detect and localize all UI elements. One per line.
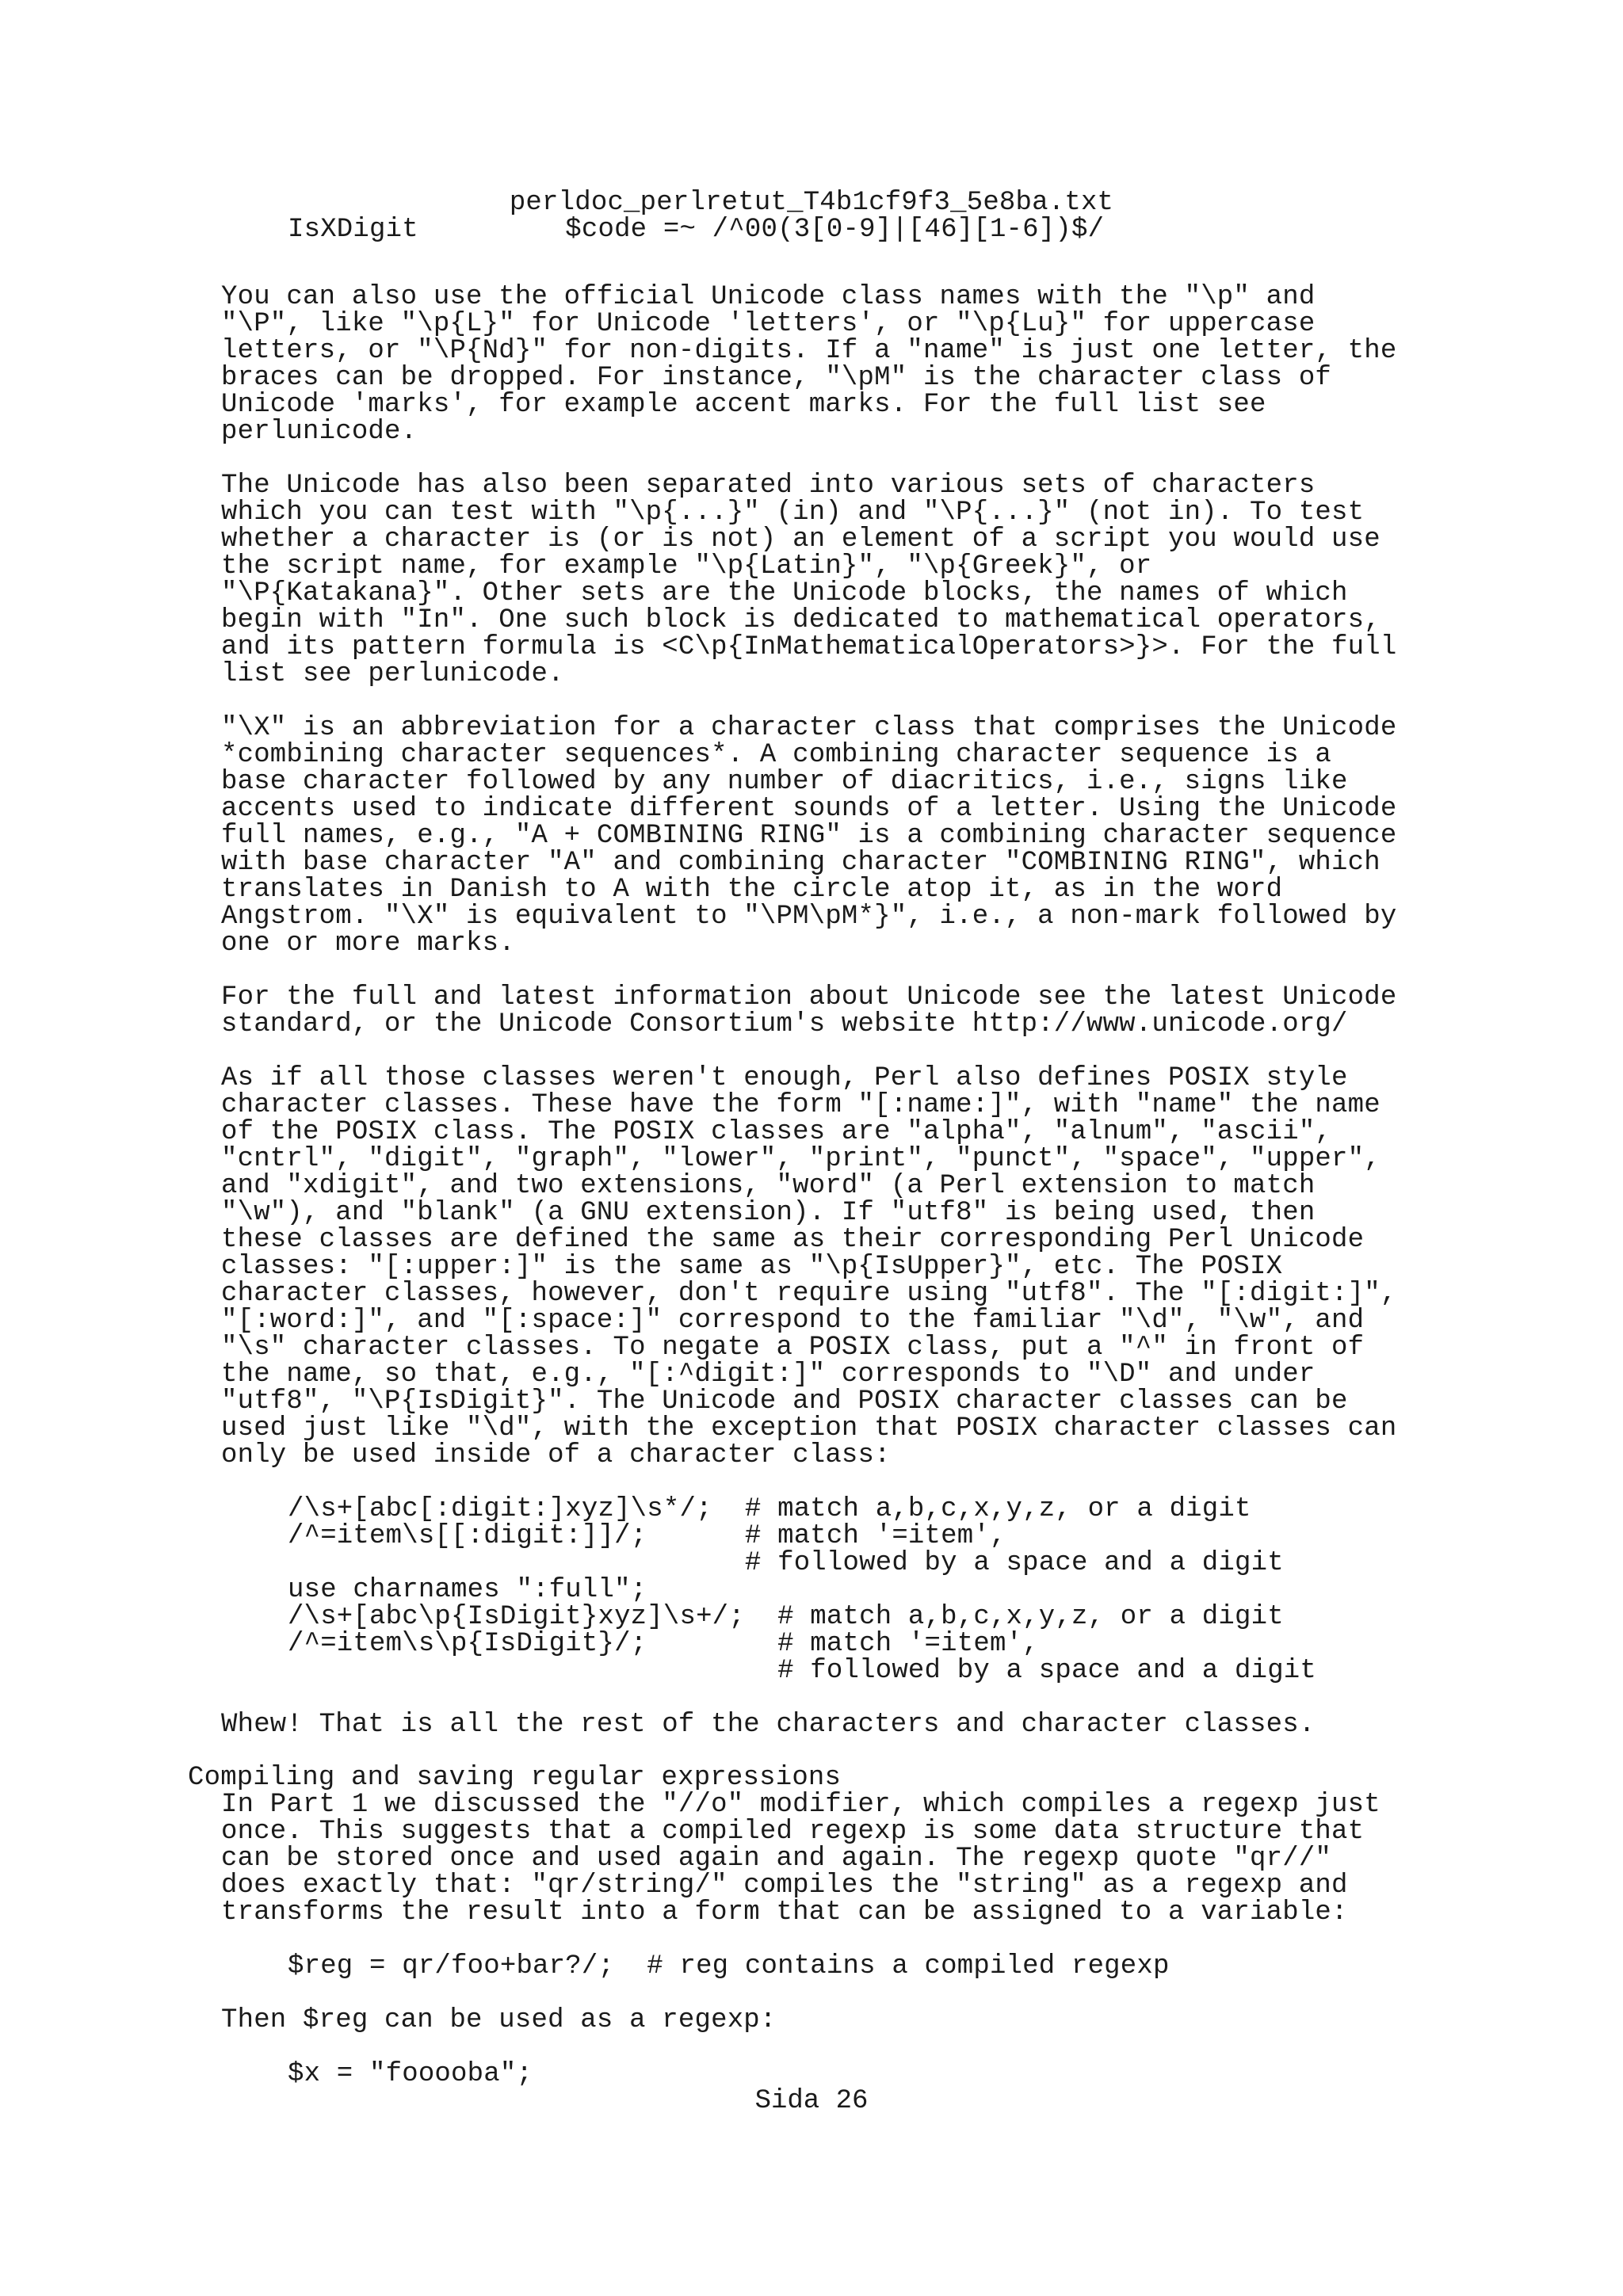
- text-line: "[:word:]", and "[:space:]" correspond to the familiar "\d", "\w", and: [221, 1306, 1365, 1336]
- text-line: with base character "A" and combining character "COMBINING RING", which: [221, 848, 1381, 878]
- text-line: classes: "[:upper:]" is the same as "\p{IsUpper}", etc. The POSIX: [221, 1252, 1283, 1282]
- text-line: the script name, for example "\p{Latin}", "\p{Greek}", or: [221, 551, 1152, 582]
- text-line: For the full and latest information about Unicode see the latest Unicode: [221, 982, 1397, 1013]
- code-line: /\s+[abc[:digit:]xyz]\s*/; # match a,b,c,x,y,z, or a digit: [288, 1494, 1251, 1524]
- text-line: only be used inside of a character class:: [221, 1440, 891, 1470]
- section-heading: Compiling and saving regular expressions: [188, 1763, 842, 1793]
- code-line: # followed by a space and a digit: [288, 1656, 1317, 1686]
- text-line: once. This suggests that a compiled regexp is some data structure that: [221, 1817, 1365, 1847]
- text-line: transforms the result into a form that can be assigned to a variable:: [221, 1897, 1348, 1928]
- code-line: use charnames ":full";: [288, 1575, 647, 1605]
- text-line: "cntrl", "digit", "graph", "lower", "print", "punct", "space", "upper",: [221, 1144, 1381, 1174]
- text-line: and its pattern formula is <C\p{InMathematicalOperators>}>. For the full: [221, 632, 1397, 662]
- text-line: Angstrom. "\X" is equivalent to "\PM\pM*}", i.e., a non-mark followed by: [221, 902, 1397, 932]
- text-line: whether a character is (or is not) an element of a script you would use: [221, 524, 1381, 555]
- text-line: perlunicode.: [221, 417, 418, 447]
- text-line: and "xdigit", and two extensions, "word" (a Perl extension to match: [221, 1171, 1316, 1201]
- text-line: used just like "\d", with the exception that POSIX character classes can: [221, 1413, 1397, 1444]
- text-line: "\P", like "\p{L}" for Unicode 'letters', or "\p{Lu}" for uppercase: [221, 309, 1316, 339]
- text-line: "\w"), and "blank" (a GNU extension). If "utf8" is being used, then: [221, 1198, 1316, 1228]
- text-line: character classes. These have the form "[:name:]", with "name" the name: [221, 1090, 1381, 1120]
- text-line: can be stored once and used again and again. The regexp quote "qr//": [221, 1844, 1332, 1874]
- text-line: In Part 1 we discussed the "//o" modifier, which compiles a regexp just: [221, 1790, 1381, 1820]
- text-line: does exactly that: "qr/string/" compiles the "string" as a regexp and: [221, 1871, 1348, 1901]
- text-line: You can also use the official Unicode class names with the "\p" and: [221, 282, 1316, 312]
- text-line: *combining character sequences*. A combining character sequence is a: [221, 740, 1332, 770]
- code-line: /^=item\s\p{IsDigit}/; # match '=item',: [288, 1629, 1039, 1659]
- code-line: /^=item\s[[:digit:]]/; # match '=item',: [288, 1521, 1006, 1551]
- code-line: # followed by a space and a digit: [288, 1548, 1284, 1578]
- text-line: "\P{Katakana}". Other sets are the Unicode blocks, the names of which: [221, 578, 1348, 608]
- text-line: begin with "In". One such block is dedicated to mathematical operators,: [221, 605, 1381, 635]
- code-line: /\s+[abc\p{IsDigit}xyz]\s+/; # match a,b,c,x,y,z, or a digit: [288, 1602, 1284, 1632]
- text-line: list see perlunicode.: [221, 659, 564, 689]
- text-line: which you can test with "\p{...}" (in) and "\P{...}" (not in). To test: [221, 498, 1365, 528]
- text-line: Whew! That is all the rest of the characters and character classes.: [221, 1710, 1316, 1740]
- code-line: $reg = qr/foo+bar?/; # reg contains a compiled regexp: [288, 1951, 1170, 1981]
- code-line: $x = "fooooba";: [288, 2059, 533, 2089]
- text-line: "\X" is an abbreviation for a character class that comprises the Unicode: [221, 713, 1397, 743]
- page-number: Sida 26: [754, 2086, 869, 2116]
- text-line: As if all those classes weren't enough, Perl also defines POSIX style: [221, 1063, 1348, 1093]
- table-row: IsXDigit $code =~ /^00(3[0-9]|[46][1-6])$/: [288, 215, 1105, 245]
- text-line: letters, or "\P{Nd}" for non-digits. If a "name" is just one letter, the: [221, 336, 1397, 366]
- text-line: of the POSIX class. The POSIX classes are "alpha", "alnum", "ascii",: [221, 1117, 1332, 1147]
- text-line: accents used to indicate different sounds of a letter. Using the Unicode: [221, 794, 1397, 824]
- text-line: "\s" character classes. To negate a POSIX class, put a "^" in front of: [221, 1333, 1365, 1363]
- document-title: perldoc_perlretut_T4b1cf9f3_5e8ba.txt: [509, 188, 1114, 218]
- text-line: braces can be dropped. For instance, "\pM" is the character class of: [221, 363, 1332, 393]
- text-line: base character followed by any number of diacritics, i.e., signs like: [221, 767, 1348, 797]
- text-line: one or more marks.: [221, 929, 515, 959]
- text-line: character classes, however, don't require using "utf8". The "[:digit:]",: [221, 1279, 1397, 1309]
- text-line: translates in Danish to A with the circle atop it, as in the word: [221, 875, 1283, 905]
- text-line: Unicode 'marks', for example accent marks. For the full list see: [221, 390, 1266, 420]
- text-line: the name, so that, e.g., "[:^digit:]" corresponds to "\D" and under: [221, 1360, 1316, 1390]
- text-line: full names, e.g., "A + COMBINING RING" is a combining character sequence: [221, 821, 1397, 851]
- text-line: these classes are defined the same as their corresponding Perl Unicode: [221, 1225, 1365, 1255]
- text-line: The Unicode has also been separated into various sets of characters: [221, 471, 1316, 501]
- text-line: Then $reg can be used as a regexp:: [221, 2005, 777, 2035]
- text-line: standard, or the Unicode Consortium's website http://www.unicode.org/: [221, 1009, 1348, 1039]
- text-line: "utf8", "\P{IsDigit}". The Unicode and POSIX character classes can be: [221, 1386, 1348, 1417]
